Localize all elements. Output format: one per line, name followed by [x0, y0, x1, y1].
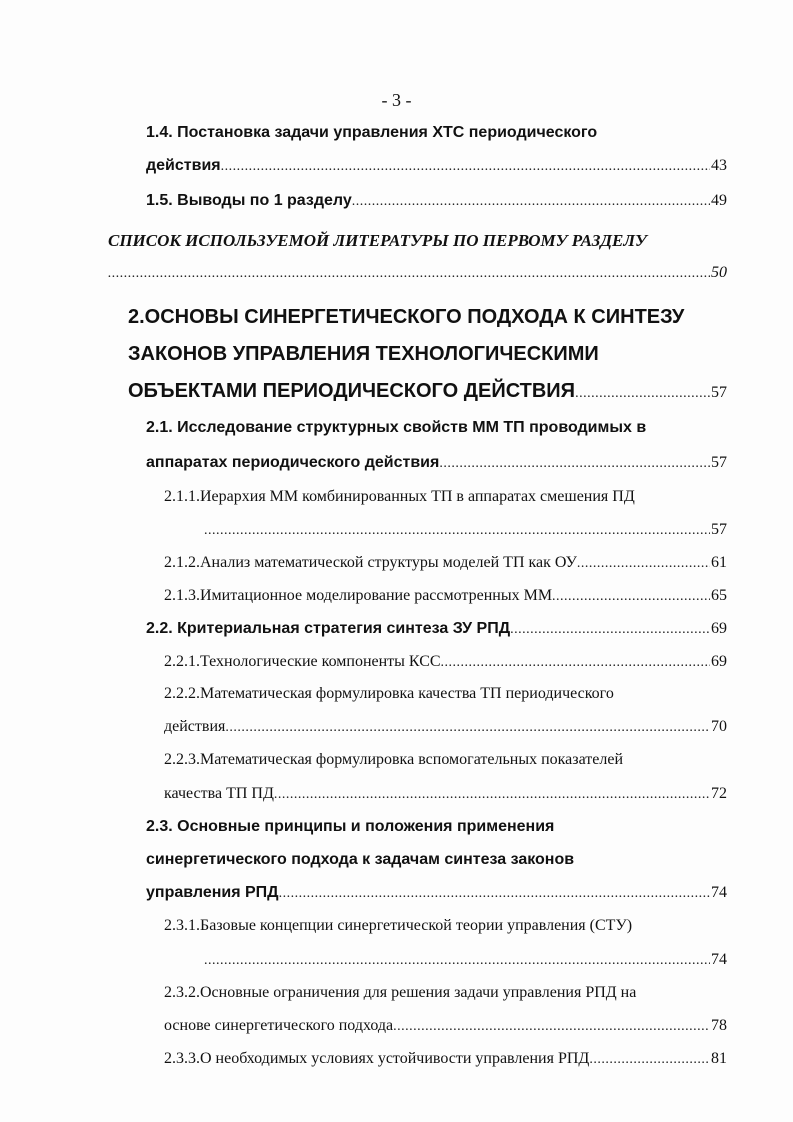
leader-dots — [204, 523, 710, 539]
toc-entry-2-3-1 — [164, 917, 632, 935]
toc-page-number: 61 — [711, 554, 727, 571]
toc-entry-literature-cont — [108, 264, 727, 282]
toc-entry-title: действия — [146, 157, 221, 174]
leader-dots — [352, 194, 710, 210]
leader-dots — [441, 655, 710, 671]
toc-entry-2-2 — [146, 620, 727, 638]
toc-entry-title: 2.2. Критериальная стратегия синтеза ЗУ РПД — [146, 620, 511, 637]
toc-entry-title: 2.3.2.Основные ограничения для решения задачи управления РПД на — [164, 984, 637, 1001]
toc-page-number: 57 — [711, 521, 727, 538]
toc-page-number: 70 — [711, 718, 727, 735]
leader-dots — [510, 622, 710, 638]
toc-page-number: 74 — [711, 884, 727, 901]
toc-page-number: 69 — [711, 653, 727, 670]
toc-chapter-2-cont2 — [128, 380, 727, 403]
toc-entry-1-4-cont — [146, 157, 727, 175]
page-number: - 3 - — [381, 90, 412, 110]
toc-entry-2-1-1-cont — [204, 521, 727, 539]
toc-entry-title: синергетического подхода к задачам синтеза законов — [146, 851, 575, 868]
toc-entry-2-3-cont — [146, 851, 574, 869]
toc-entry-title: 2.1.3.Имитационное моделирование рассмотренных ММ — [164, 587, 553, 604]
leader-dots — [221, 159, 710, 175]
toc-entry-title: ОБЪЕКТАМИ ПЕРИОДИЧЕСКОГО ДЕЙСТВИЯ — [128, 380, 576, 402]
toc-entry-2-3-cont2 — [146, 884, 727, 902]
toc-entry-1-4 — [146, 124, 597, 142]
toc-entry-title: 1.5. Выводы по 1 разделу — [146, 192, 352, 209]
leader-dots — [279, 886, 710, 902]
leader-dots — [552, 589, 710, 605]
toc-page-number: 72 — [711, 785, 727, 802]
toc-entry-2-2-2-cont — [164, 718, 727, 736]
toc-entry-title: основе синергетического подхода — [164, 1017, 394, 1034]
toc-page-number: 57 — [711, 454, 727, 471]
toc-chapter-2-cont — [128, 343, 599, 366]
toc-entry-2-1-3 — [164, 587, 727, 605]
toc-entry-title: 2.2.3.Математическая формулировка вспомогательных показателей — [164, 751, 624, 768]
toc-entry-title: 2.ОСНОВЫ СИНЕРГЕТИЧЕСКОГО ПОДХОДА К СИНТЕЗУ — [128, 306, 685, 328]
toc-page-number: 69 — [711, 620, 727, 637]
toc-page-number: 49 — [711, 192, 727, 209]
toc-entry-literature — [108, 231, 647, 251]
toc-entry-title: 1.4. Постановка задачи управления ХТС периодического — [146, 124, 598, 141]
toc-entry-title: 2.2.2.Математическая формулировка качества ТП периодического — [164, 685, 614, 702]
toc-entry-2-3-2 — [164, 984, 636, 1002]
toc-entry-title: аппаратах периодического действия — [146, 454, 440, 471]
toc-entry-2-3-3 — [164, 1050, 727, 1068]
toc-entry-title: 2.1.1.Иерархия ММ комбинированных ТП в аппаратах смешения ПД — [164, 488, 635, 505]
leader-dots — [108, 266, 710, 282]
leader-dots — [577, 556, 710, 572]
leader-dots — [575, 386, 710, 402]
toc-chapter-2 — [128, 306, 684, 329]
toc-entry-title: 2.2.1.Технологические компоненты КСС — [164, 653, 441, 670]
leader-dots — [439, 456, 710, 472]
toc-entry-1-5 — [146, 192, 727, 210]
toc-entry-2-3-1-cont — [204, 951, 727, 969]
toc-entry-2-2-3 — [164, 751, 623, 769]
toc-entry-2-1-1 — [164, 488, 635, 506]
toc-entry-title: ЗАКОНОВ УПРАВЛЕНИЯ ТЕХНОЛОГИЧЕСКИМИ — [128, 343, 599, 365]
toc-page-number: 43 — [711, 157, 727, 174]
toc-entry-title: 2.1. Исследование структурных свойств ММ ТП проводимых в — [146, 419, 647, 436]
leader-dots — [204, 953, 710, 969]
toc-entry-title: СПИСОК ИСПОЛЬЗУЕМОЙ ЛИТЕРАТУРЫ ПО ПЕРВОМУ РАЗДЕЛУ — [108, 231, 647, 250]
toc-entry-title: 2.1.2.Анализ математической структуры моделей ТП как ОУ — [164, 554, 577, 571]
toc-entry-2-1 — [146, 419, 646, 437]
toc-entry-title: управления РПД — [146, 884, 279, 901]
toc-entry-2-3 — [146, 818, 554, 836]
toc-page-number: 57 — [711, 384, 727, 401]
leader-dots — [589, 1052, 710, 1068]
toc-entry-title: действия — [164, 718, 226, 735]
toc-entry-2-1-cont — [146, 454, 727, 472]
leader-dots — [393, 1019, 710, 1035]
toc-entry-2-2-3-cont — [164, 785, 727, 803]
toc-entry-title: 2.3.3.О необходимых условиях устойчивости управления РПД — [164, 1050, 590, 1067]
toc-entry-title: 2.3. Основные принципы и положения применения — [146, 818, 555, 835]
toc-entry-title: качества ТП ПД — [164, 785, 274, 802]
toc-page-number: 81 — [711, 1050, 727, 1067]
toc-page-number: 65 — [711, 587, 727, 604]
toc-entry-2-2-1 — [164, 653, 727, 671]
toc-entry-title: 2.3.1.Базовые концепции синергетической теории управления (СТУ) — [164, 917, 633, 934]
leader-dots — [225, 720, 710, 736]
toc-page-number: 74 — [711, 951, 727, 968]
toc-page-number: 50 — [711, 264, 727, 281]
toc-page-number: 78 — [711, 1017, 727, 1034]
toc-entry-2-2-2 — [164, 685, 614, 703]
toc-entry-2-3-2-cont — [164, 1017, 727, 1035]
leader-dots — [274, 787, 710, 803]
toc-entry-2-1-2 — [164, 554, 727, 572]
